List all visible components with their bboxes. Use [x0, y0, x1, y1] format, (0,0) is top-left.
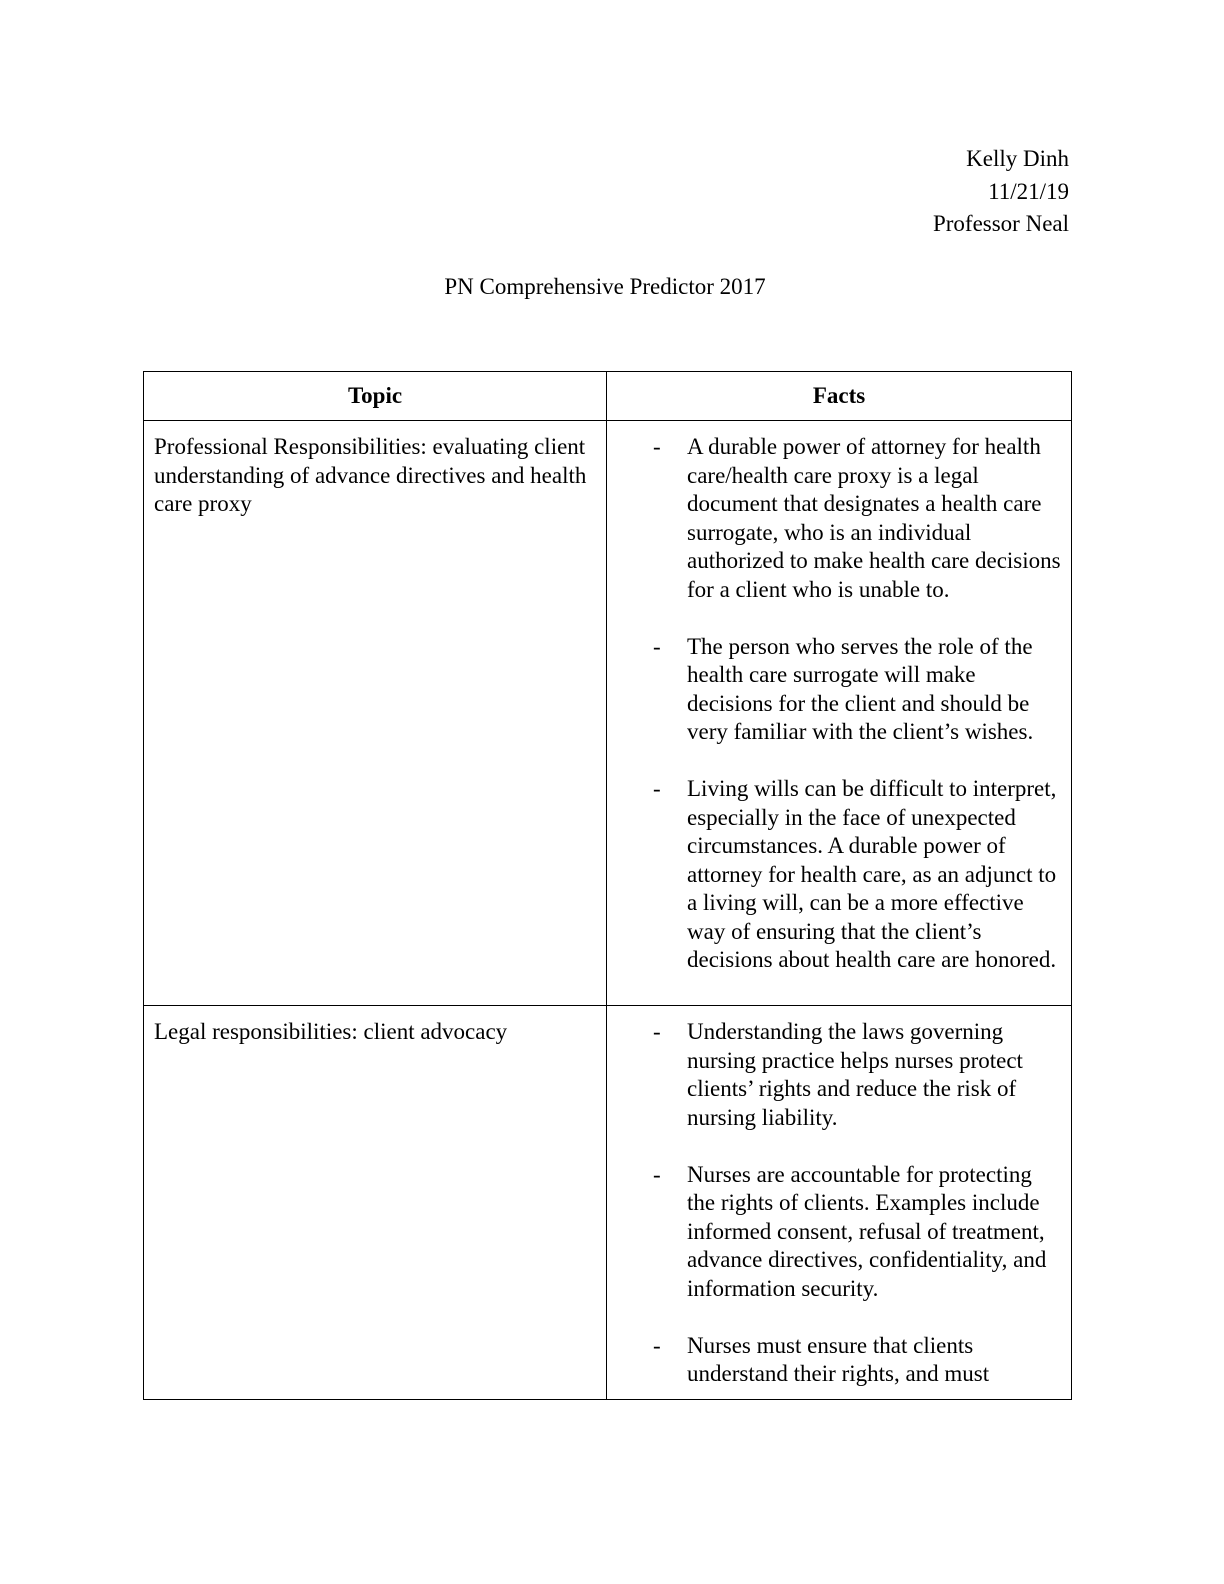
fact-item [617, 1161, 1061, 1304]
facts-cell [607, 1006, 1072, 1400]
topic-cell: Professional Responsibilities: evaluating client understanding of advance directives and health care proxy [144, 421, 607, 1006]
fact-text: A durable power of attorney for health care/health care proxy is a legal document that designates a health care surrogate, who is an individual authorized to make health care decisions for a client who is unable to. [687, 434, 1061, 602]
table-row [144, 1006, 1072, 1400]
topics-facts-table [143, 371, 1072, 1400]
fact-text: Understanding the laws governing nursing practice helps nurses protect clients’ rights and reduce the risk of nursing liability. [687, 1019, 1023, 1130]
bullet-dash: - [653, 434, 661, 459]
bullet-dash: - [653, 1161, 661, 1187]
fact-item [617, 633, 1061, 747]
fact-text: The person who serves the role of the health care surrogate will make decisions for the client and should be very familiar with the client’s wishes. [687, 633, 1034, 744]
facts-column-header: Facts [607, 372, 1072, 421]
bullet-dash: - [653, 1019, 661, 1044]
fact-item [617, 433, 1061, 604]
fact-item [617, 775, 1061, 975]
fact-text: Living wills can be difficult to interpret, especially in the face of unexpected circumstances. A durable power of attorney for health care, as an adjunct to a living will, can be a more effective way of ensuring that the client’s decisions about health care are honored. [687, 776, 1057, 972]
author-header [933, 143, 1069, 241]
table-header-row [144, 372, 1072, 421]
topic-column-header: Topic [144, 372, 607, 421]
document-title: PN Comprehensive Predictor 2017 [444, 274, 766, 299]
fact-item [617, 1018, 1061, 1132]
bullet-dash: - [653, 633, 661, 659]
professor-name: Professor Neal [932, 211, 1069, 236]
fact-item [617, 1332, 1061, 1389]
table-row [144, 421, 1072, 1006]
bullet-dash: - [653, 1332, 661, 1358]
facts-cell [607, 421, 1072, 1006]
fact-text: Nurses are accountable for protecting the rights of clients. Examples include informed consent, refusal of treatment, advance directives, confidentiality, and information security. [687, 1161, 1047, 1301]
topic-cell: Legal responsibilities: client advocacy [144, 1006, 607, 1400]
author-name: Kelly Dinh [966, 146, 1069, 171]
fact-text: Nurses must ensure that clients understand their rights, and must [687, 1332, 990, 1386]
document-date: 11/21/19 [988, 178, 1069, 204]
bullet-dash: - [653, 776, 661, 801]
